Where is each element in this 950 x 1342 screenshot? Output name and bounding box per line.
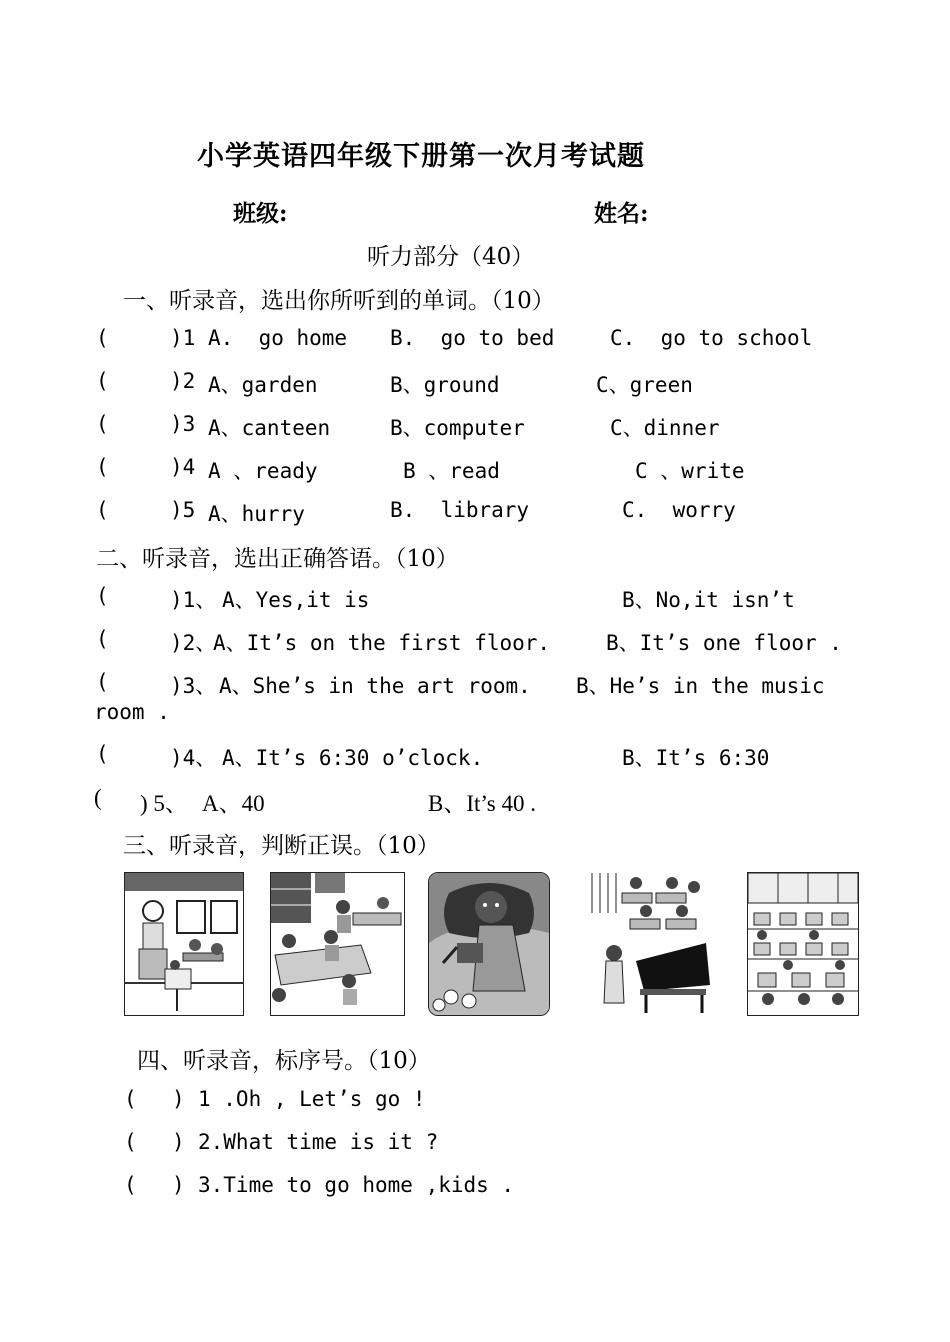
option-a: A、40 [202, 791, 265, 816]
question-number: )4、 [170, 746, 217, 770]
watering-picture [428, 872, 550, 1016]
option-a: A、Yes,it is [222, 588, 370, 612]
question-number: )4 [170, 455, 196, 479]
option-b: B、computer [390, 416, 525, 440]
music-room-picture [585, 872, 715, 1016]
question-number: )1、 [170, 588, 217, 612]
question-number: ) 5、 [140, 791, 188, 816]
watering-girl-icon [429, 873, 549, 1015]
art-room-icon [125, 873, 243, 1015]
option-a: A、It’s on the first floor. [213, 631, 551, 655]
answer-paren-close: ) [172, 1130, 185, 1154]
answer-paren[interactable]: ( [96, 498, 109, 522]
question-number: )5 [170, 498, 196, 522]
answer-paren[interactable]: ( [124, 1130, 137, 1154]
option-b: B、It’s one floor . [606, 631, 842, 655]
option-a: A、garden [208, 373, 318, 397]
option-a: A. go home [208, 326, 348, 350]
question-number: )3、 [170, 674, 217, 698]
answer-paren[interactable]: ( [124, 1173, 137, 1197]
question-number: )3 [170, 412, 196, 436]
computer-room-icon [748, 873, 858, 1015]
name-label: 姓名: [594, 200, 649, 227]
question-number: )2 [170, 369, 196, 393]
option-a: A、hurry [208, 502, 305, 526]
option-b: B. library [390, 498, 530, 522]
question-number: )2、 [170, 631, 217, 655]
answer-paren-close: ) [172, 1173, 185, 1197]
option-a: A 、ready [208, 459, 318, 483]
option-b: B、No,it isn’t [622, 588, 795, 612]
sentence-text: 1 .Oh , Let’s go ! [198, 1087, 426, 1111]
option-a: A、canteen [208, 416, 331, 440]
option-c: C. worry [622, 498, 736, 522]
answer-paren[interactable]: ( [96, 412, 109, 436]
answer-paren[interactable]: ( [96, 369, 109, 393]
library-picture [270, 872, 405, 1016]
section3-heading: 三、听录音，判断正误。（10） [123, 833, 440, 859]
computer-room-picture [747, 872, 859, 1016]
option-a: A、She’s in the art room. [219, 674, 531, 698]
answer-paren[interactable]: ( [96, 455, 109, 479]
class-label: 班级: [233, 200, 288, 227]
option-b: B、He’s in the music [576, 674, 825, 698]
answer-paren[interactable]: ( [124, 1087, 137, 1111]
option-b: B. go to bed [390, 326, 555, 350]
answer-paren[interactable]: ( [96, 742, 109, 766]
answer-paren[interactable]: ( [96, 627, 109, 651]
option-b: B 、read [403, 459, 500, 483]
option-b: B、It’s 40 . [428, 791, 536, 816]
art-room-picture [124, 872, 244, 1016]
option-c: C 、write [635, 459, 745, 483]
page-title: 小学英语四年级下册第一次月考试题 [197, 141, 645, 172]
answer-paren[interactable]: ( [94, 785, 102, 810]
option-b-continued: room . [94, 700, 170, 724]
option-c: C. go to school [610, 326, 813, 350]
section1-heading: 一、听录音，选出你所听到的单词。（10） [123, 288, 555, 314]
option-c: C、dinner [610, 416, 720, 440]
answer-paren[interactable]: ( [96, 584, 109, 608]
music-room-icon [586, 873, 714, 1015]
library-icon [271, 873, 404, 1015]
question-number: )1 [170, 326, 196, 350]
option-a: A、It’s 6:30 o’clock. [222, 746, 484, 770]
answer-paren[interactable]: ( [96, 326, 109, 350]
sentence-text: 3.Time to go home ,kids . [198, 1173, 515, 1197]
option-b: B、ground [390, 373, 500, 397]
listening-header: 听力部分（40） [367, 244, 535, 270]
sentence-text: 2.What time is it ? [198, 1130, 439, 1154]
option-c: C、green [596, 373, 693, 397]
section2-heading: 二、听录音，选出正确答语。（10） [96, 546, 459, 572]
answer-paren[interactable]: ( [96, 670, 109, 694]
section4-heading: 四、听录音，标序号。（10） [137, 1048, 431, 1074]
option-b: B、It’s 6:30 [622, 746, 770, 770]
answer-paren-close: ) [172, 1087, 185, 1111]
